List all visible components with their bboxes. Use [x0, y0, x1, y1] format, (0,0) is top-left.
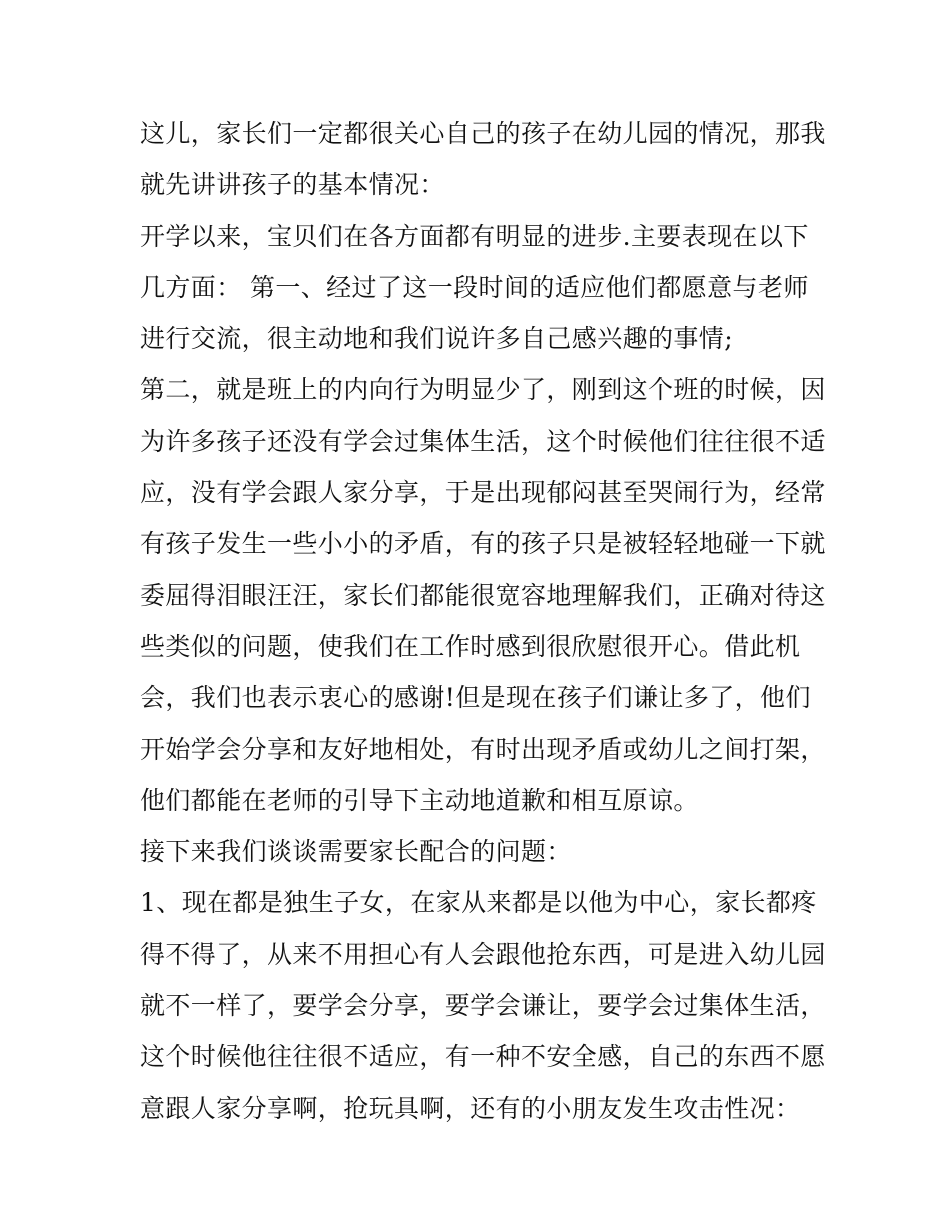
text-line: 得不得了，从来不用担心有人会跟他抢东西，可是进入幼儿园 — [140, 939, 826, 969]
text-line: 开始学会分享和友好地相处，有时出现矛盾或幼儿之间打架， — [140, 734, 826, 764]
text-line: 这儿，家长们一定都很关心自己的孩子在幼儿园的情况，那我 — [140, 119, 826, 148]
text-line: 会，我们也表示衷心的感谢!但是现在孩子们谦让多了，他们 — [140, 683, 811, 713]
text-line: 第二，就是班上的内向行为明显少了，刚到这个班的时候，因 — [140, 375, 826, 405]
document-body — [140, 108, 826, 1134]
text-line: 开学以来，宝贝们在各方面都有明显的进步.主要表现在以下 — [140, 221, 809, 251]
text-line: 就不一样了，要学会分享，要学会谦让，要学会过集体生活， — [140, 991, 826, 1021]
text-line: 就先讲讲孩子的基本情况： — [140, 170, 445, 200]
text-line: 接下来我们谈谈需要家长配合的问题： — [140, 837, 572, 867]
text-line: 有孩子发生一些小小的矛盾，有的孩子只是被轻轻地碰一下就 — [140, 529, 826, 559]
text-line: 这个时候他往往很不适应，有一种不安全感，自己的东西不愿 — [140, 1042, 826, 1072]
text-line: 为许多孩子还没有学会过集体生活，这个时候他们往往很不适 — [140, 426, 826, 456]
text-line: 几方面： 第一、经过了这一段时间的适应他们都愿意与老师 — [140, 272, 809, 302]
text-line: 些类似的问题，使我们在工作时感到很欣慰很开心。借此机 — [140, 631, 801, 661]
text-line: 进行交流，很主动地和我们说许多自己感兴趣的事情; — [140, 324, 734, 354]
text-line: 他们都能在老师的引导下主动地道歉和相互原谅。 — [140, 785, 699, 815]
text-line: 应，没有学会跟人家分享，于是出现郁闷甚至哭闹行为，经常 — [140, 478, 826, 508]
text-line: 委屈得泪眼汪汪，家长们都能很宽容地理解我们，正确对待这 — [140, 580, 826, 610]
text-line: 1、现在都是独生子女，在家从来都是以他为中心，家长都疼 — [140, 888, 817, 918]
text-line: 意跟人家分享啊，抢玩具啊，还有的小朋友发生攻击性况： — [140, 1093, 801, 1123]
